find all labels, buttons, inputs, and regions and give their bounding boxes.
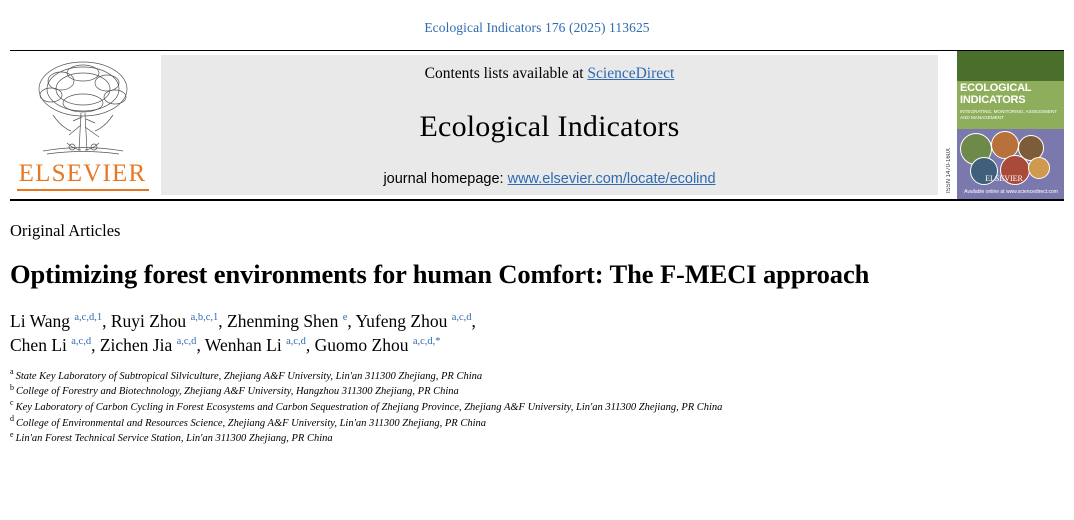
affiliation-text: State Key Laboratory of Subtropical Silviculture, Zhejiang A&F University, Lin'an 311300 Zhejiang, PR China [15, 370, 483, 382]
affiliation-text: College of Forestry and Biotechnology, Zhejiang A&F University, Hangzhou 311300 Zhejiang, PR China [16, 386, 459, 398]
journal-cover-image [944, 51, 1064, 199]
elsevier-tree-logo [23, 55, 143, 159]
elsevier-logo-block [10, 51, 155, 199]
affiliation-item [10, 369, 1064, 385]
affiliation-item [10, 400, 1064, 416]
author-line-1: Li Wang $^{a,c,d,1}$, Ruyi Zhou $^{a,b,c,1}$, Zhenming Shen $^e$, Yufeng Zhou $^{a,c,d}$, [10, 310, 476, 331]
article-type-label: Original Articles [10, 221, 121, 240]
sciencedirect-link[interactable]: ScienceDirect [587, 65, 675, 82]
author-list [10, 309, 1064, 357]
cover-title [960, 83, 1060, 106]
journal-masthead [10, 50, 1064, 201]
affiliation-item [10, 384, 1064, 400]
journal-cover-block [944, 51, 1064, 199]
elsevier-wordmark: ELSEVIER [18, 160, 147, 187]
running-head: Ecological Indicators 176 (2025) 113625 [424, 20, 650, 35]
affiliation-text: Key Laboratory of Carbon Cycling in Forest Ecosystems and Carbon Sequestration of Zhejiang Province, Zhejiang A&F University, Lin'an 311300 Zhejiang, PR China [15, 401, 723, 413]
contents-prefix: Contents lists available at [424, 65, 588, 82]
journal-title: Ecological Indicators [419, 110, 680, 143]
article-title: Optimizing forest environments for human Comfort: The F-MECI approach [10, 258, 870, 289]
cover-publisher-logo: ELSEVIER [985, 174, 1023, 183]
author-line-2: Chen Li $^{a,c,d}$, Zichen Jia $^{a,c,d}$, Wenhan Li $^{a,c,d}$, Guomo Zhou $^{a,c,d,*}$ [10, 334, 441, 355]
affiliation-marker: a [10, 367, 14, 377]
affiliation-item [10, 431, 1064, 447]
cover-subtitle: INTEGRATING, MONITORING, ASSESSMENT AND MANAGEMENT [960, 109, 1057, 120]
journal-info-block [161, 55, 938, 195]
article-header [10, 201, 1064, 447]
affiliation-list [10, 369, 1064, 447]
affiliation-item [10, 416, 1064, 432]
affiliation-marker: e [10, 429, 14, 439]
journal-homepage-link[interactable]: www.elsevier.com/locate/ecolind [507, 171, 716, 187]
cover-spine-text: ISSN 1470-160X [946, 147, 952, 193]
cover-footer-text: Available online at www.sciencedirect.com [964, 189, 1058, 195]
contents-line [425, 65, 675, 83]
cover-top-band [944, 51, 1064, 81]
elsevier-rule [17, 189, 149, 191]
affiliation-marker: d [10, 414, 14, 424]
affiliation-text: Lin'an Forest Technical Service Station, Lin'an 311300 Zhejiang, PR China [15, 433, 333, 445]
affiliation-text: College of Environmental and Resources Science, Zhejiang A&F University, Lin'an 311300 Zhejiang, PR China [16, 417, 487, 429]
affiliation-marker: b [10, 382, 14, 392]
cover-photo-6 [1028, 157, 1050, 179]
affiliation-marker: c [10, 398, 14, 408]
cover-title-line1: ECOLOGICAL [960, 82, 1032, 94]
homepage-prefix: journal homepage: [383, 171, 508, 187]
homepage-line [383, 171, 715, 187]
cover-spine [944, 51, 957, 199]
cover-title-line2: INDICATORS [960, 93, 1026, 106]
